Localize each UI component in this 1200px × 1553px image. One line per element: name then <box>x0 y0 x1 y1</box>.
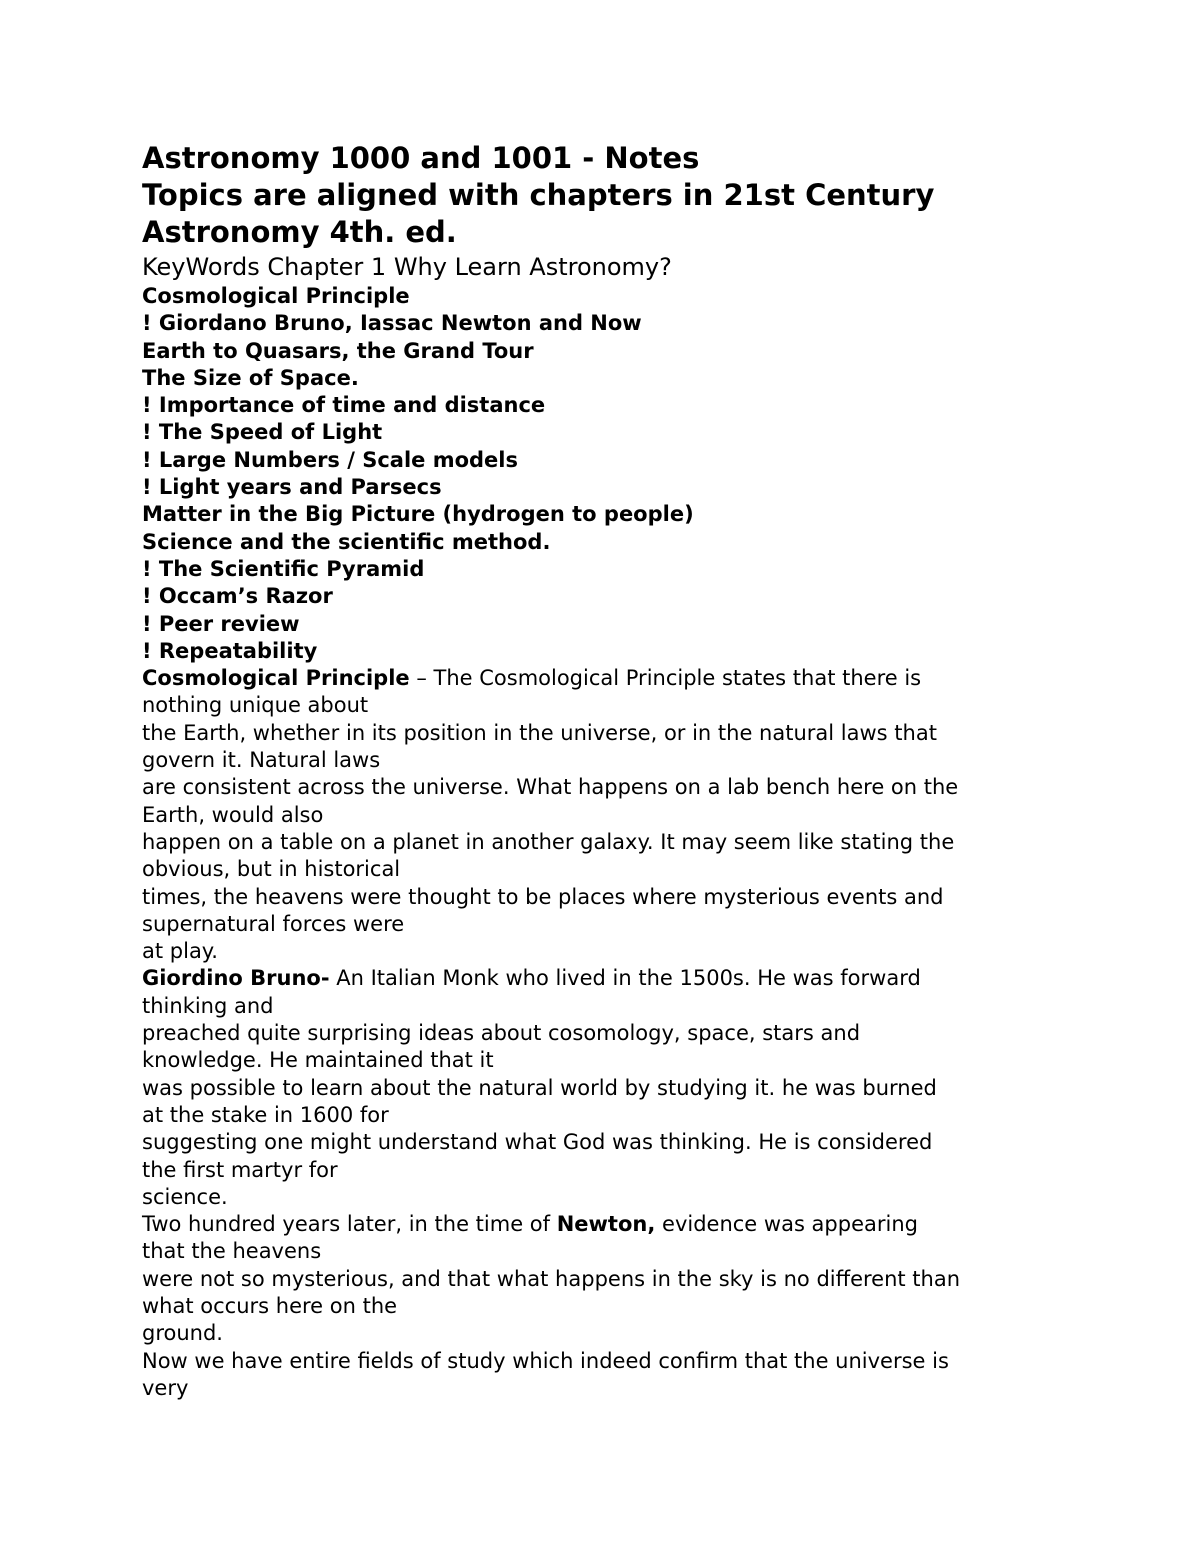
paragraph-line: the Earth, whether in its position in the universe, or in the natural laws that <box>142 720 937 745</box>
keyword-item: ! The Speed of Light <box>142 420 383 445</box>
paragraph-line: govern it. Natural laws <box>142 748 381 773</box>
keyword-item: ! Light years and Parsecs <box>142 475 442 500</box>
paragraph-line: the first martyr for <box>142 1157 338 1182</box>
line-text: An Italian Monk who lived in the 1500s. He was forward <box>329 966 921 991</box>
keyword-item: ! Occam’s Razor <box>142 584 333 609</box>
keyword-item: Matter in the Big Picture (hydrogen to people) <box>142 502 694 527</box>
paragraph-now <box>142 1348 1072 1403</box>
paragraph-line: ground. <box>142 1321 223 1346</box>
paragraph-line: happen on a table on a planet in another galaxy. It may seem like stating the <box>142 829 955 854</box>
term-giordino-bruno: Giordino Bruno- <box>142 966 330 991</box>
keyword-item: ! Importance of time and distance <box>142 393 546 418</box>
paragraph-line: Earth, would also <box>142 802 324 827</box>
paragraph-line: was possible to learn about the natural world by studying it. he was burned <box>142 1075 937 1100</box>
paragraph-line: are consistent across the universe. What happens on a lab bench here on the <box>142 775 959 800</box>
term-newton: Newton, <box>556 1212 656 1237</box>
paragraph-line: supernatural forces were <box>142 911 405 936</box>
keyword-item: ! Large Numbers / Scale models <box>142 447 518 472</box>
paragraph-line: very <box>142 1375 189 1400</box>
paragraph-line: science. <box>142 1184 228 1209</box>
paragraph-line: were not so mysterious, and that what happens in the sky is no different than <box>142 1266 961 1291</box>
line-text: – The Cosmological Principle states that there is <box>409 666 922 691</box>
paragraph-cosmological-principle <box>142 665 1072 965</box>
paragraph-line <box>142 1211 1072 1238</box>
paragraph-line: times, the heavens were thought to be places where mysterious events and <box>142 884 944 909</box>
paragraph-line <box>142 965 1072 992</box>
paragraph-newton <box>142 1211 1072 1347</box>
keyword-list <box>142 283 1072 665</box>
paragraph-line: nothing unique about <box>142 693 369 718</box>
document-page <box>142 140 1072 1402</box>
keyword-item: Science and the scientific method. <box>142 529 551 554</box>
paragraph-giordino-bruno <box>142 965 1072 1211</box>
keyword-item: ! The Scientific Pyramid <box>142 556 425 581</box>
paragraph-line: knowledge. He maintained that it <box>142 1048 494 1073</box>
line-text: Two hundred years later, in the time of <box>142 1212 557 1237</box>
paragraph-line: at play. <box>142 939 218 964</box>
paragraph-line <box>142 665 1072 692</box>
paragraph-line: what occurs here on the <box>142 1293 398 1318</box>
paragraph-line: at the stake in 1600 for <box>142 1102 389 1127</box>
document-title-line-1: Astronomy 1000 and 1001 - Notes <box>142 141 700 175</box>
keyword-item: ! Giordano Bruno, Iassac Newton and Now <box>142 311 642 336</box>
keyword-item: ! Peer review <box>142 611 300 636</box>
line-text: evidence was appearing <box>655 1212 918 1237</box>
paragraph-line: that the heavens <box>142 1239 322 1264</box>
keyword-item: ! Repeatability <box>142 638 318 663</box>
paragraph-line: obvious, but in historical <box>142 857 401 882</box>
term-cosmological-principle: Cosmological Principle <box>142 666 410 691</box>
document-title-line-2: Topics are aligned with chapters in 21st Century <box>142 178 935 212</box>
keyword-item: The Size of Space. <box>142 365 359 390</box>
paragraph-line: preached quite surprising ideas about cosomology, space, stars and <box>142 1021 861 1046</box>
document-title-line-3: Astronomy 4th. ed. <box>142 215 457 249</box>
chapter-heading: KeyWords Chapter 1 Why Learn Astronomy? <box>142 253 672 281</box>
keyword-item: Earth to Quasars, the Grand Tour <box>142 338 534 363</box>
paragraph-line: Now we have entire fields of study which indeed confirm that the universe is <box>142 1348 949 1373</box>
paragraph-line: thinking and <box>142 993 274 1018</box>
keyword-item: Cosmological Principle <box>142 284 410 308</box>
paragraph-line: suggesting one might understand what God was thinking. He is considered <box>142 1130 933 1155</box>
